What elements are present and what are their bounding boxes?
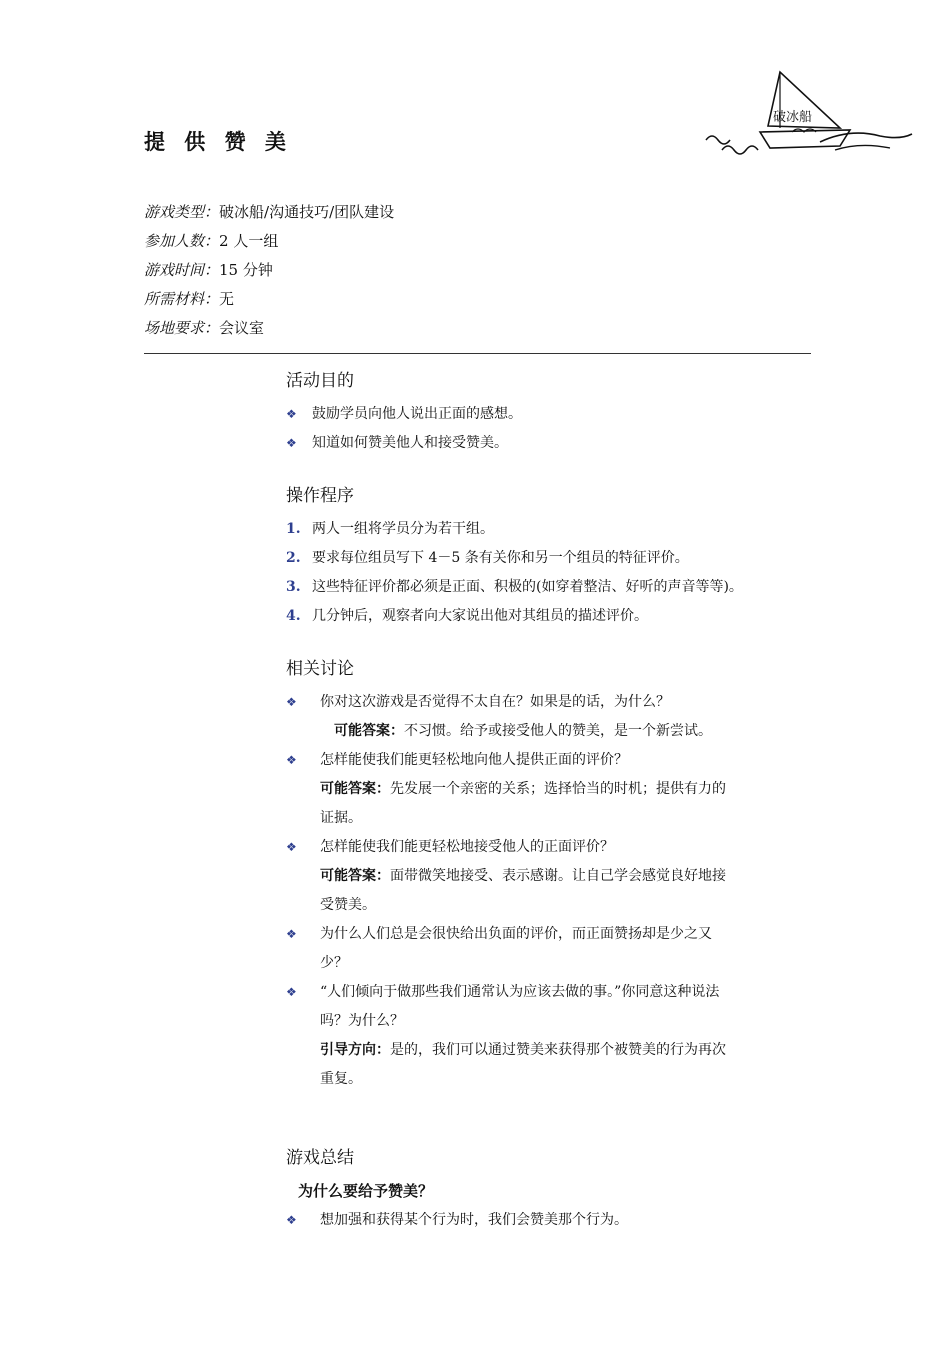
answer-item bbox=[286, 891, 811, 920]
question-text: 你对这次游戏是否觉得不太自在？如果是的话，为什么？ bbox=[320, 694, 670, 710]
answer-text: 先发展一个亲密的关系；选择恰当的时机；提供有力的 bbox=[390, 781, 726, 797]
step-number: 4. bbox=[286, 608, 301, 624]
info-row-participants bbox=[144, 227, 394, 256]
info-value: 15 分钟 bbox=[219, 261, 273, 279]
diamond-bullet-icon: ❖ bbox=[286, 1213, 297, 1227]
game-info bbox=[144, 198, 394, 343]
list-item bbox=[286, 1206, 811, 1235]
section-heading: 操作程序 bbox=[286, 486, 354, 506]
section-heading: 活动目的 bbox=[286, 371, 354, 391]
question-item bbox=[286, 949, 811, 978]
answer-text: 是的，我们可以通过赞美来获得那个被赞美的行为再次 bbox=[390, 1042, 726, 1058]
info-value: 2 人一组 bbox=[219, 232, 279, 250]
list-item bbox=[286, 544, 811, 573]
diamond-bullet-icon: ❖ bbox=[286, 927, 297, 941]
section-heading: 游戏总结 bbox=[286, 1148, 354, 1168]
info-label: 游戏时间： bbox=[144, 261, 220, 279]
summary-subheading: 为什么要给予赞美？ bbox=[298, 1182, 434, 1200]
question-text: 为什么人们总是会很快给出负面的评价，而正面赞扬却是少之又 bbox=[320, 926, 712, 942]
list-item bbox=[286, 573, 811, 602]
answer-item bbox=[286, 717, 811, 746]
summary-section bbox=[286, 1145, 811, 1235]
diamond-bullet-icon: ❖ bbox=[286, 436, 297, 450]
question-text: 少？ bbox=[320, 955, 348, 971]
list-item-text: 知道如何赞美他人和接受赞美。 bbox=[312, 435, 508, 451]
answer-label: 可能答案： bbox=[320, 868, 390, 884]
step-text: 这些特征评价都必须是正面、积极的(如穿着整洁、好听的声音等等)。 bbox=[312, 579, 743, 595]
question-item bbox=[286, 688, 811, 717]
step-text: 要求每位组员写下 4－5 条有关你和另一个组员的特征评价。 bbox=[312, 550, 689, 566]
info-row-time bbox=[144, 256, 394, 285]
question-text: 吗？为什么？ bbox=[320, 1013, 404, 1029]
info-row-type bbox=[144, 198, 394, 227]
answer-item bbox=[286, 775, 811, 804]
question-text: 怎样能使我们能更轻松地向他人提供正面的评价？ bbox=[320, 752, 628, 768]
info-label: 参加人数： bbox=[144, 232, 220, 250]
divider bbox=[144, 353, 811, 354]
answer-item bbox=[286, 1065, 811, 1094]
answer-label: 引导方向： bbox=[320, 1042, 390, 1058]
question-item bbox=[286, 1007, 811, 1036]
purpose-section bbox=[286, 368, 811, 458]
answer-text: 面带微笑地接受、表示感谢。让自己学会感觉良好地接 bbox=[390, 868, 726, 884]
procedure-section bbox=[286, 483, 811, 631]
step-number: 2. bbox=[286, 550, 301, 566]
answer-text: 受赞美。 bbox=[320, 897, 376, 913]
diamond-bullet-icon: ❖ bbox=[286, 695, 297, 709]
diamond-bullet-icon: ❖ bbox=[286, 840, 297, 854]
answer-label: 可能答案： bbox=[320, 781, 390, 797]
info-label: 场地要求： bbox=[144, 319, 220, 337]
list-item bbox=[286, 429, 811, 458]
diamond-bullet-icon: ❖ bbox=[286, 753, 297, 767]
answer-text: 不习惯。给予或接受他人的赞美，是一个新尝试。 bbox=[404, 723, 712, 739]
diamond-bullet-icon: ❖ bbox=[286, 407, 297, 421]
step-text: 两人一组将学员分为若干组。 bbox=[312, 521, 494, 537]
answer-item bbox=[286, 862, 811, 891]
answer-text: 重复。 bbox=[320, 1071, 362, 1087]
diamond-bullet-icon: ❖ bbox=[286, 985, 297, 999]
answer-text: 证据。 bbox=[320, 810, 362, 826]
step-number: 1. bbox=[286, 521, 301, 537]
page-title: 提 供 赞 美 bbox=[144, 130, 292, 154]
list-item bbox=[286, 602, 811, 631]
info-row-materials bbox=[144, 285, 394, 314]
info-value: 会议室 bbox=[219, 319, 265, 337]
question-item bbox=[286, 978, 811, 1007]
list-item bbox=[286, 400, 811, 429]
info-row-venue bbox=[144, 314, 394, 343]
answer-item bbox=[286, 1036, 811, 1065]
info-value: 破冰船/沟通技巧/团队建设 bbox=[219, 203, 395, 221]
list-item-text: 鼓励学员向他人说出正面的感想。 bbox=[312, 406, 522, 422]
discussion-section bbox=[286, 656, 811, 1094]
info-label: 游戏类型： bbox=[144, 203, 220, 221]
list-item bbox=[286, 515, 811, 544]
question-item bbox=[286, 746, 811, 775]
answer-item bbox=[286, 804, 811, 833]
question-item bbox=[286, 920, 811, 949]
icebreaker-logo bbox=[700, 66, 920, 166]
list-item-text: 想加强和获得某个行为时，我们会赞美那个行为。 bbox=[320, 1212, 628, 1228]
question-text: “人们倾向于做那些我们通常认为应该去做的事。”你同意这种说法 bbox=[320, 984, 720, 1000]
section-heading: 相关讨论 bbox=[286, 659, 354, 679]
info-label: 所需材料： bbox=[144, 290, 220, 308]
info-value: 无 bbox=[219, 290, 235, 308]
question-text: 怎样能使我们能更轻松地接受他人的正面评价？ bbox=[320, 839, 614, 855]
step-text: 几分钟后，观察者向大家说出他对其组员的描述评价。 bbox=[312, 608, 648, 624]
logo-label: 破冰船 bbox=[773, 110, 813, 125]
question-item bbox=[286, 833, 811, 862]
step-number: 3. bbox=[286, 579, 301, 595]
answer-label: 可能答案： bbox=[334, 723, 404, 739]
